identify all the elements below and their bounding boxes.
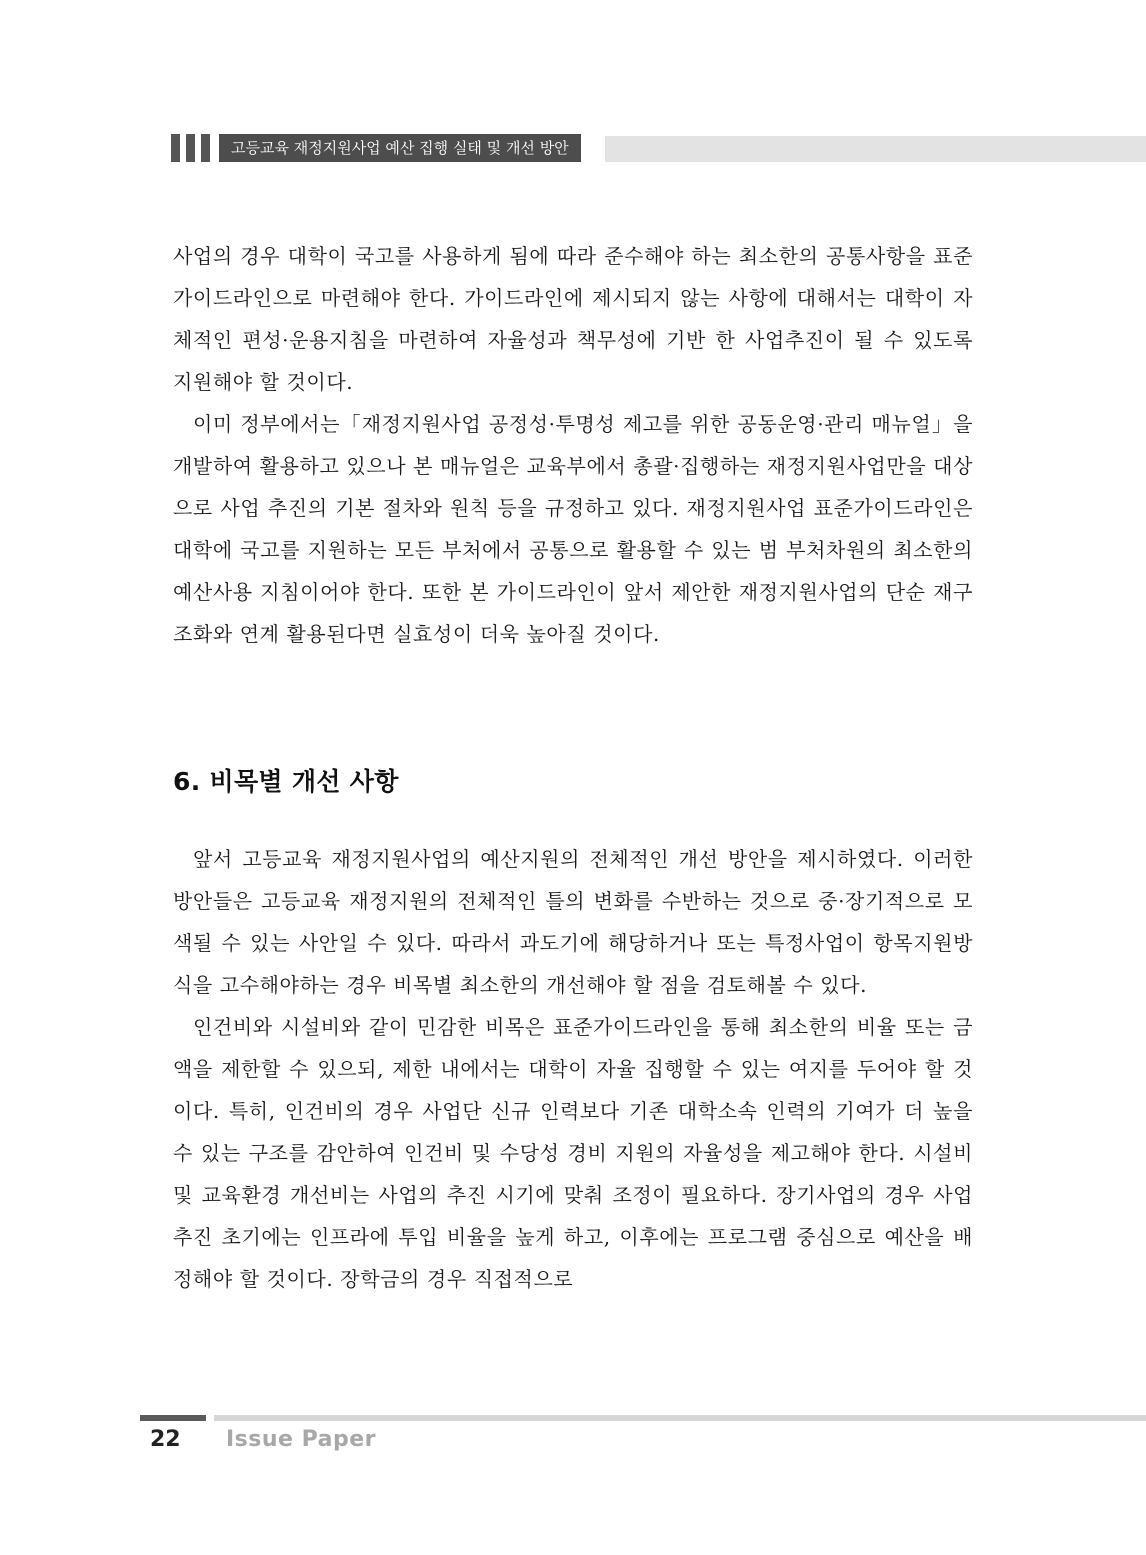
footer-rule-dark	[140, 1415, 206, 1421]
body-text-top	[173, 235, 973, 655]
header-rule	[605, 136, 1146, 162]
footer-rule-light	[214, 1415, 1146, 1421]
header-bar	[186, 134, 195, 162]
paragraph: 앞서 고등교육 재정지원사업의 예산지원의 전체적인 개선 방안을 제시하였다. 이러한 방안들은 고등교육 재정지원의 전체적인 틀의 변화를 수반하는 것으로 중·장기적으로 모색될 수 있는 사안일 수 있다. 따라서 과도기에 해당하거나 또는 특정사업이 항목지원방식을 고수해야하는 경우 비목별 최소한의 개선해야 할 점을 검토해볼 수 있다.	[173, 847, 973, 997]
running-header-title: 고등교육 재정지원사업 예산 집행 실태 및 개선 방안	[219, 134, 581, 162]
body-text-bottom	[173, 838, 973, 1300]
page-number: 22	[150, 1427, 181, 1452]
header-bar	[171, 134, 180, 162]
paragraph: 이미 정부에서는「재정지원사업 공정성·투명성 제고를 위한 공동운영·관리 매뉴얼」을 개발하여 활용하고 있으나 본 매뉴얼은 교육부에서 총괄·집행하는 재정지원사업만을 대상으로 사업 추진의 기본 절차와 원칙 등을 규정하고 있다. 재정지원사업 표준가이드라인은 대학에 국고를 지원하는 모든 부처에서 공통으로 활용할 수 있는 범 부처차원의 최소한의 예산사용 지침이어야 한다. 또한 본 가이드라인이 앞서 제안한 재정지원사업의 단순 재구조화와 연계 활용된다면 실효성이 더욱 높아질 것이다.	[173, 412, 973, 646]
header-decoration-bars	[171, 134, 210, 162]
section-heading: 6. 비목별 개선 사항	[173, 767, 399, 796]
footer-publication-title: Issue Paper	[226, 1427, 377, 1452]
paragraph: 사업의 경우 대학이 국고를 사용하게 됨에 따라 준수해야 하는 최소한의 공통사항을 표준가이드라인으로 마련해야 한다. 가이드라인에 제시되지 않는 사항에 대해서는 대학이 자체적인 편성·운용지침을 마련하여 자율성과 책무성에 기반 한 사업추진이 될 수 있도록 지원해야 할 것이다.	[173, 244, 973, 394]
header-bar	[201, 134, 210, 162]
paragraph: 인건비와 시설비와 같이 민감한 비목은 표준가이드라인을 통해 최소한의 비율 또는 금액을 제한할 수 있으되, 제한 내에서는 대학이 자율 집행할 수 있는 여지를 두어야 할 것이다. 특히, 인건비의 경우 사업단 신규 인력보다 기존 대학소속 인력의 기여가 더 높을 수 있는 구조를 감안하여 인건비 및 수당성 경비 지원의 자율성을 제고해야 한다. 시설비 및 교육환경 개선비는 사업의 추진 시기에 맞춰 조정이 필요하다. 장기사업의 경우 사업 추진 초기에는 인프라에 투입 비율을 높게 하고, 이후에는 프로그램 중심으로 예산을 배정해야 할 것이다. 장학금의 경우 직접적으로	[173, 1015, 973, 1291]
